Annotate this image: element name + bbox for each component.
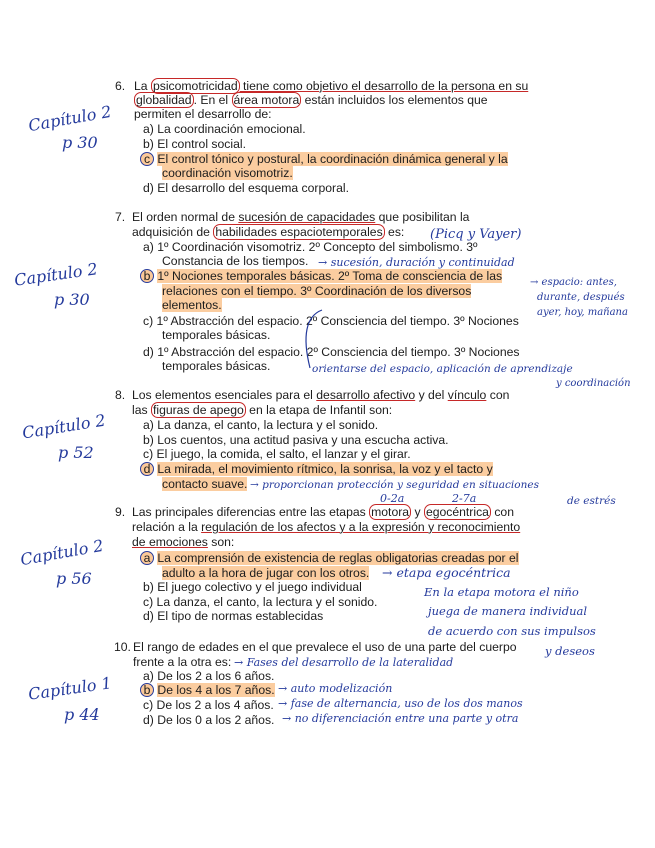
q10-stem-line2: frente a la otra es: — [133, 655, 232, 669]
q6-stem-line2: globalidad . En el área motora están incluidos los elementos que — [136, 93, 488, 107]
q8-option-d-cont: contacto suave. — [162, 477, 248, 491]
margin-page-q10: p 44 — [64, 705, 100, 724]
note-q10c: → fase de alternancia, uso de los dos manos — [278, 697, 523, 710]
q7-option-c: c) 1º Abstracción del espacio. 2º Consciencia del tiempo. 3º Nociones — [143, 314, 519, 328]
q7-option-b-correct: b 1º Nociones temporales básicas. 2º Toma de consciencia de las — [140, 269, 502, 283]
q7-option-a-cont: Constancia de los tiempos. — [162, 254, 309, 268]
note-q9a: → etapa egocéntrica — [382, 565, 511, 580]
q8-stem-line1: Los elementos esenciales para el desarrollo afectivo y del vínculo con — [132, 388, 510, 402]
q7-option-b-cont1: relaciones con el tiempo. 3º Coordinación de los diversos — [162, 284, 472, 298]
note-q7-side1: → espacio: antes, — [530, 277, 617, 288]
answer-circle: c — [140, 152, 154, 166]
q10-option-b-correct: b De los 4 a los 7 años. — [140, 683, 275, 697]
q10-option-c: c) De los 2 a los 4 años. — [143, 698, 274, 712]
note-q9-right4: y deseos — [545, 644, 595, 658]
q10-option-d: d) De los 0 a los 2 años. — [143, 713, 275, 727]
note-authors: (Picq y Vayer) — [430, 227, 522, 242]
margin-chapter-q8: Capítulo 2 — [20, 410, 107, 443]
note-q7b: → sucesión, duración y continuidad — [318, 256, 515, 269]
note-q10b: → auto modelización — [278, 682, 393, 695]
margin-chapter-q9: Capítulo 2 — [18, 535, 105, 570]
q9-option-b: b) El juego colectivo y el juego individual — [143, 580, 362, 594]
note-q10: → Fases del desarrollo de la lateralidad — [234, 656, 454, 669]
q7-option-d-cont: temporales básicas. — [162, 359, 271, 373]
q9-option-d: d) El tipo de normas establecidas — [143, 609, 324, 623]
q7-stem-line1: El orden normal de sucesión de capacidades que posibilitan la — [132, 210, 470, 224]
note-q7-side3: ayer, hoy, mañana — [537, 307, 628, 318]
q6-option-c-correct: c El control tónico y postural, la coordinación dinámica general y la — [140, 152, 508, 166]
margin-page-q9: p 56 — [56, 569, 92, 588]
answer-circle: d — [140, 462, 154, 476]
margin-chapter-q6: Capítulo 2 — [26, 101, 113, 136]
q9-stem-line1: Las principales diferencias entre las etapas motora y egocéntrica con — [132, 505, 514, 519]
answer-circle: b — [140, 683, 154, 697]
q6-option-d: d) El desarrollo del esquema corporal. — [143, 181, 349, 195]
note-ages-motora: 0-2a — [380, 492, 405, 505]
margin-page-q7: p 30 — [54, 290, 90, 309]
q6-stem-line3: permiten el desarrollo de: — [134, 107, 272, 121]
note-q9-right3: de acuerdo con sus impulsos — [428, 624, 596, 638]
note-q7c-line2: y coordinación — [556, 378, 631, 389]
q7-stem-line2: adquisición de habilidades espaciotemporales es: — [132, 225, 405, 239]
q6-stem-line1: La psicomotricidad tiene como objetivo el desarrollo de la persona en su — [134, 79, 529, 93]
q8-option-a: a) La danza, el canto, la lectura y el sonido. — [143, 418, 379, 432]
q9-option-c: c) La danza, el canto, la lectura y el sonido. — [143, 595, 378, 609]
note-q7-side2: durante, después — [537, 292, 625, 303]
answer-circle: a — [140, 551, 154, 565]
margin-page-q6: p 30 — [62, 133, 98, 152]
q9-option-a-correct: a La comprensión de existencia de reglas obligatorias creadas por el — [140, 551, 519, 565]
note-q9-right2: juega de manera individual — [428, 604, 588, 618]
bracket-mark — [296, 306, 326, 376]
q9-stem-line2: relación a la regulación de los afectos y a la expresión y reconocimiento — [132, 520, 521, 534]
q9-stem-line3: de emociones son: — [132, 535, 235, 549]
q8-option-c: c) El juego, la comida, el salto, el lanzar y el girar. — [143, 447, 411, 461]
q10-option-a: a) De los 2 a los 6 años. — [143, 669, 275, 683]
q7-option-d: d) 1º Abstracción del espacio. 2º Consciencia del tiempo. 3º Nociones — [143, 345, 520, 359]
note-q7c-line1: orientarse del espacio, aplicación de aprendizaje — [312, 363, 573, 375]
q7-option-c-cont: temporales básicas. — [162, 328, 271, 342]
note-q9-right1: En la etapa motora el niño — [424, 585, 579, 599]
q9-option-a-cont: adulto a la hora de jugar con los otros. — [162, 566, 370, 580]
q7-option-a: a) 1º Coordinación visomotriz. 2º Concepto del simbolismo. 3º — [143, 240, 478, 254]
q10-stem-line1: El rango de edades en el que prevalece el uso de una parte del cuerpo — [133, 640, 517, 654]
note-ages-egocentrica: 2-7a — [452, 492, 477, 505]
q6-option-c-cont: coordinación visomotriz. — [162, 166, 293, 180]
q7-number: 7. — [115, 210, 126, 224]
q8-number: 8. — [115, 388, 126, 402]
note-q10d: → no diferenciación entre una parte y otra — [282, 712, 519, 725]
q6-number: 6. — [115, 79, 126, 93]
q8-stem-line2: las figuras de apego en la etapa de Infantil son: — [132, 403, 393, 417]
q7-option-b-cont2: elementos. — [162, 298, 222, 312]
margin-chapter-q10: Capítulo 1 — [27, 673, 113, 704]
q8-option-d-correct: d La mirada, el movimiento rítmico, la sonrisa, la voz y el tacto y — [140, 462, 493, 476]
q8-option-b: b) Los cuentos, una actitud pasiva y una escucha activa. — [143, 433, 449, 447]
answer-circle: b — [140, 269, 154, 283]
q6-option-b: b) El control social. — [143, 137, 246, 151]
q9-number: 9. — [115, 505, 126, 519]
margin-chapter-q7: Capítulo 2 — [13, 259, 99, 290]
note-q8d: → proporcionan protección y seguridad en situaciones — [250, 479, 539, 491]
q6-option-a: a) La coordinación emocional. — [143, 122, 306, 136]
note-q8d-2: de estrés — [567, 495, 616, 507]
margin-page-q8: p 52 — [58, 443, 94, 462]
q10-number: 10. — [114, 640, 131, 654]
